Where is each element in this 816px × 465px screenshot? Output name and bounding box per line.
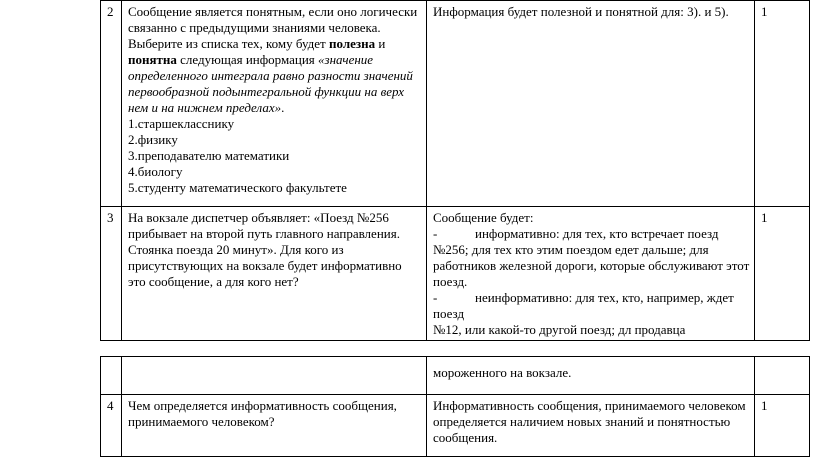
question-bold-useful: полезна bbox=[329, 36, 376, 51]
question-bold-clear: понятна bbox=[128, 52, 177, 67]
question-intro: Сообщение является понятным, если оно логически связанно с предыдущими знаниями человека. Выберите из списка тех, кому будет bbox=[128, 4, 418, 51]
score-cell bbox=[755, 357, 810, 395]
answer-item-continuation: №256; для тех кто этим поездом едет дальше; для работников железной дороги, которые обслуживают этот поезд. bbox=[433, 242, 750, 289]
answer-heading: Сообщение будет: bbox=[433, 210, 534, 225]
option-item: 4.биологу bbox=[128, 164, 183, 179]
question-cell: На вокзале диспетчер объявляет: «Поезд №256 прибывает на второй путь главного направления. Стоянка поезда 20 минут». Для кого из присутствующих на вокзале будет информативно это сообщение, а для кого нет? bbox=[122, 207, 427, 341]
assessment-table-part-1 bbox=[100, 0, 810, 341]
row-number: 4 bbox=[101, 395, 122, 457]
dash-marker: - bbox=[433, 226, 438, 241]
option-item: 3.преподавателю математики bbox=[128, 148, 290, 163]
question-cell bbox=[122, 357, 427, 395]
answer-cell: Информация будет полезной и понятной для: 3). и 5). bbox=[427, 1, 755, 207]
answer-cell bbox=[427, 207, 755, 341]
question-end: . bbox=[281, 100, 285, 115]
question-and: и bbox=[375, 36, 386, 51]
question-after: следующая информация bbox=[176, 52, 319, 67]
option-item: 1.старшекласснику bbox=[128, 116, 235, 131]
option-item: 5.студенту математического факультете bbox=[128, 180, 347, 195]
answer-item-continuation: №12, или какой-то другой поезд; дл продавца bbox=[433, 322, 686, 337]
score-cell: 1 bbox=[755, 1, 810, 207]
table-row bbox=[101, 207, 810, 341]
table-row bbox=[101, 1, 810, 207]
question-quote: «значение определенного интеграла равно разности значений первообразной подынтегральной функции на верх нем и на нижнем пределах» bbox=[128, 52, 413, 115]
score-cell: 1 bbox=[755, 207, 810, 341]
question-cell bbox=[122, 1, 427, 207]
row-number: 2 bbox=[101, 1, 122, 207]
answer-item: неинформативно: для тех, кто, например, ждет поезд bbox=[433, 290, 734, 321]
answer-item: информативно: для тех, кто встречает поезд bbox=[475, 226, 719, 241]
table-row bbox=[101, 357, 810, 395]
answer-cell: мороженного на вокзале. bbox=[427, 357, 755, 395]
row-number: 3 bbox=[101, 207, 122, 341]
option-item: 2.физику bbox=[128, 132, 178, 147]
row-number bbox=[101, 357, 122, 395]
assessment-table-part-2 bbox=[100, 356, 810, 457]
answer-cell: Информативность сообщения, принимаемого человеком определяется наличием новых знаний и понятностью сообщения. bbox=[427, 395, 755, 457]
table-row bbox=[101, 395, 810, 457]
score-cell: 1 bbox=[755, 395, 810, 457]
dash-marker: - bbox=[433, 290, 438, 305]
question-cell: Чем определяется информативность сообщения, принимаемого человеком? bbox=[122, 395, 427, 457]
